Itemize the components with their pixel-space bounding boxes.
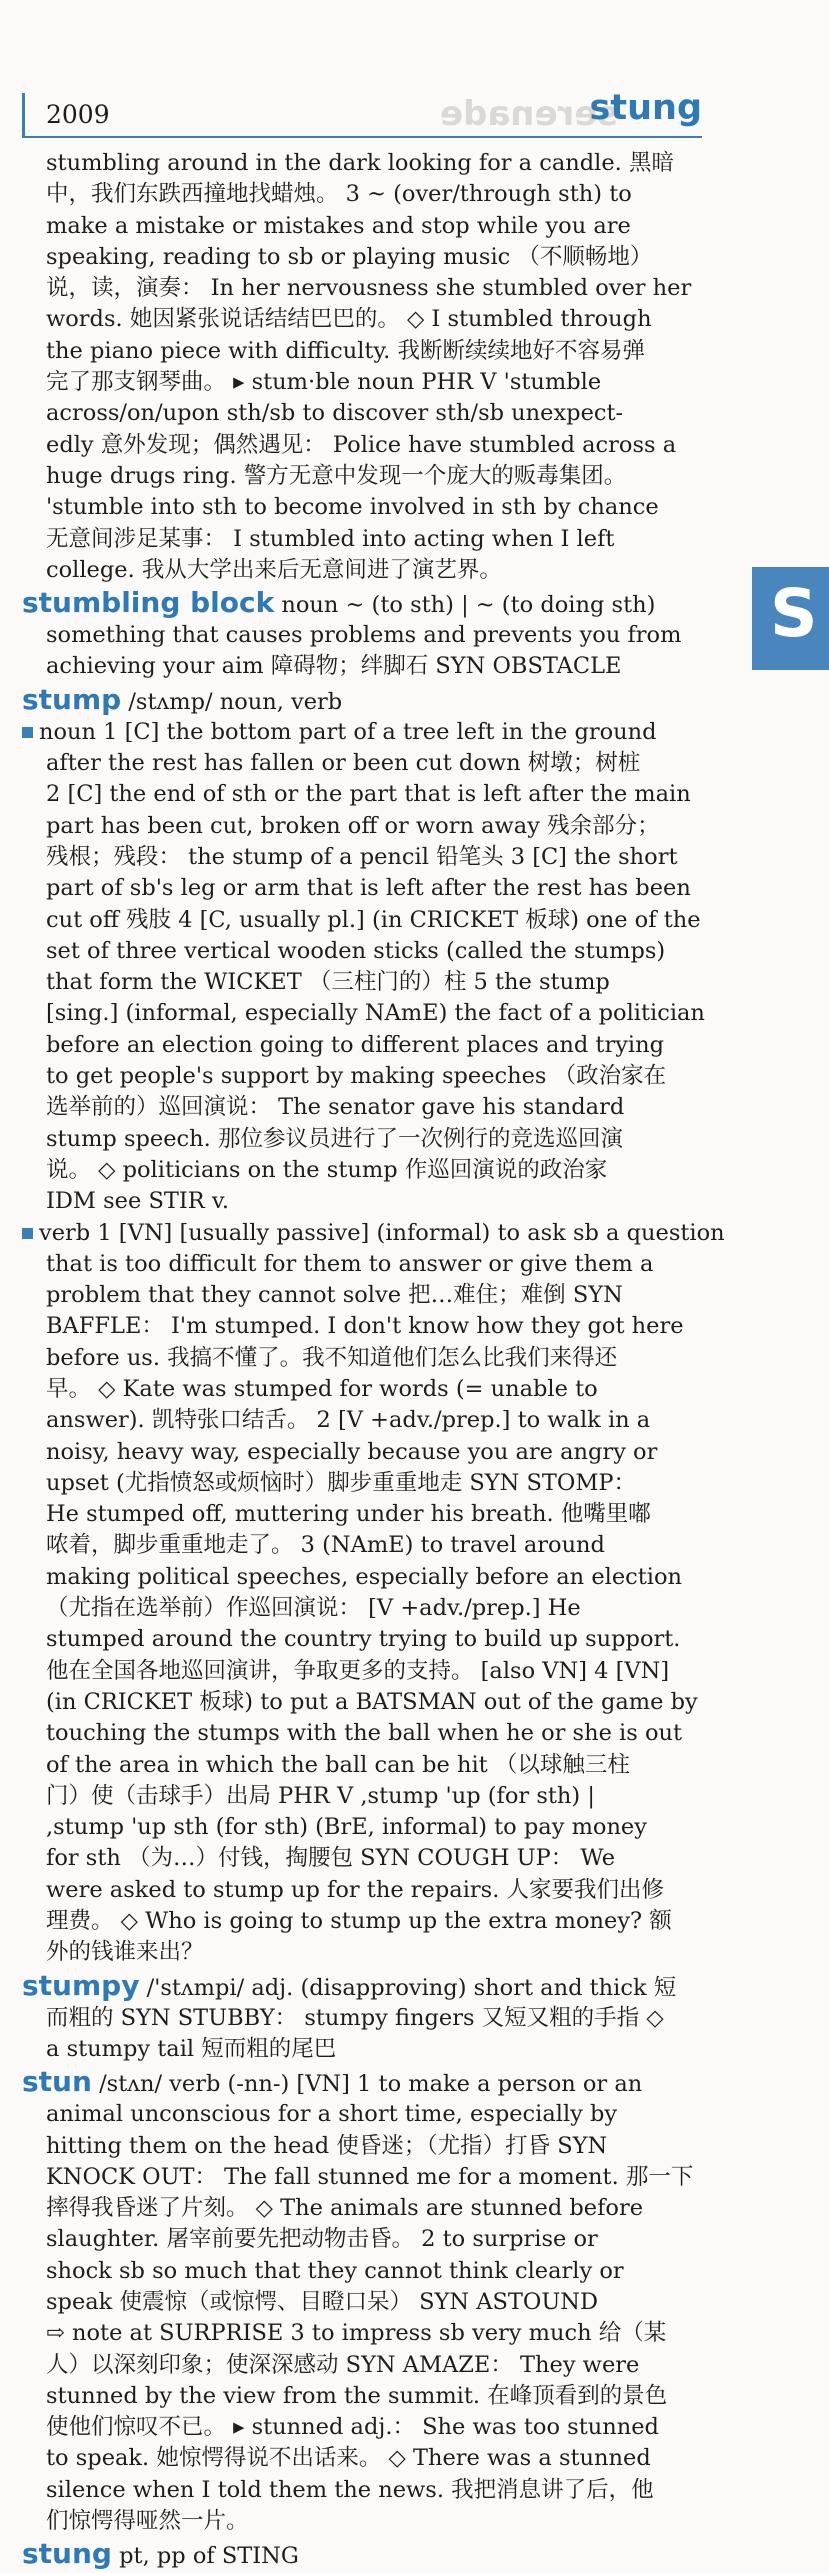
- text-line: edly 意外发现；偶然遇见： Police have stumbled across a: [46, 431, 677, 458]
- headword-text: stumpy: [22, 1968, 140, 2002]
- header-rule: [22, 136, 702, 138]
- text-line: 说，读，演奏： In her nervousness she stumbled over her: [46, 275, 692, 302]
- text-line: the piano piece with difficulty. 我断断续续地好不容易弹: [46, 337, 645, 364]
- text-line: 早。 ◇ Kate was stumped for words (= unable to: [46, 1375, 598, 1402]
- text-line: 'stumble into sth to become involved in sth by chance: [46, 494, 659, 521]
- text-line: shock sb so much that they cannot think clearly or: [46, 2257, 624, 2284]
- text-line: problem that they cannot solve 把…难住；难倒 SYN: [46, 1282, 623, 1309]
- text-line: touching the stumps with the ball when he or she is out: [46, 1720, 683, 1747]
- text-line: a stumpy tail 短而粗的尾巴: [46, 2035, 337, 2062]
- text-line: 而粗的 SYN STUBBY： stumpy fingers 又短又粗的手指 ◇: [46, 2004, 664, 2031]
- text-line: achieving your aim 障碍物；绊脚石 SYN OBSTACLE: [46, 653, 622, 680]
- text-line: BAFFLE： I'm stumped. I don't know how they got here: [46, 1313, 684, 1340]
- text-line: 说。 ◇ politicians on the stump 作巡回演说的政治家: [46, 1156, 608, 1183]
- bleed-through-running-head: serenade: [440, 94, 618, 134]
- sense-bullet-icon: [22, 1228, 33, 1239]
- text-line: ⇨ note at SURPRISE 3 to impress sb very much 给（某: [46, 2320, 667, 2347]
- text-line: that is too difficult for them to answer or give them a: [46, 1250, 654, 1277]
- text-line: verb 1 [VN] [usually passive] (informal) to ask sb a question: [22, 1218, 702, 1249]
- headword-stung: stung pt, pp of STING: [22, 2537, 299, 2571]
- text-line: 无意间涉足某事： I stumbled into acting when I left: [46, 525, 615, 552]
- text-line: stunned by the view from the summit. 在峰顶看到的景色: [46, 2382, 668, 2409]
- text-line: ,stump 'up sth (for sth) (BrE, informal) to pay money: [46, 1814, 647, 1841]
- text-line: 完了那支钢琴曲。 ▸ stum·ble noun PHR V 'stumble: [46, 369, 602, 396]
- text-line: huge drugs ring. 警方无意中发现一个庞大的贩毒集团。: [46, 462, 627, 489]
- text-line: 理费。 ◇ Who is going to stump up the extra money? 额: [46, 1908, 672, 1935]
- text-line: that form the WICKET （三柱门的）柱 5 the stump: [46, 969, 610, 996]
- text-line: 摔得我昏迷了片刻。 ◇ The animals are stunned before: [46, 2195, 644, 2222]
- headword-stumbling-block: stumbling block noun ~ (to sth) | ~ (to doing sth): [22, 586, 656, 620]
- text-line: noisy, heavy way, especially because you are angry or: [46, 1438, 658, 1465]
- text-line: part has been cut, broken off or worn away 残余部分；: [46, 812, 660, 839]
- text-line: slaughter. 屠宰前要先把动物击昏。 2 to surprise or: [46, 2226, 598, 2253]
- text-line: （尤指在选举前）作巡回演说： [V +adv./prep.] He: [46, 1595, 581, 1622]
- thumb-tab[interactable]: [752, 567, 829, 670]
- text-line: to speak. 她惊愕得说不出话来。 ◇ There was a stunned: [46, 2445, 651, 2472]
- text-line: KNOCK OUT： The fall stunned me for a moment. 那一下: [46, 2163, 694, 2190]
- text-line: before us. 我搞不懂了。我不知道他们怎么比我们来得还: [46, 1344, 618, 1371]
- text-line: something that causes problems and prevents you from: [46, 622, 682, 649]
- text-line: silence when I told them the news. 我把消息讲了后，他: [46, 2476, 654, 2503]
- text-line: hitting them on the head 使昏迷；（尤指）打昏 SYN: [46, 2132, 608, 2159]
- text-line: answer). 凯特张口结舌。 2 [V +adv./prep.] to walk in a: [46, 1407, 651, 1434]
- text-line: after the rest has fallen or been cut down 树墩；树桩: [46, 750, 641, 777]
- text-line: animal unconscious for a short time, especially by: [46, 2101, 618, 2128]
- page-number: 2009: [46, 100, 110, 129]
- text-line: (in CRICKET 板球) to put a BATSMAN out of the game by: [46, 1688, 698, 1715]
- text-line: [sing.] (informal, especially NAmE) the fact of a politician: [46, 1000, 705, 1027]
- text-line: were asked to stump up for the repairs. 人家要我们出修: [46, 1876, 664, 1903]
- text-line: college. 我从大学出来后无意间进了演艺界。: [46, 556, 502, 583]
- text-line: IDM see STIR v.: [46, 1188, 230, 1215]
- headword-text: stun: [22, 2065, 92, 2099]
- text-line: stumped around the country trying to build up support.: [46, 1626, 681, 1653]
- text-line: 使他们惊叹不已。 ▸ stunned adj.： She was too stunned: [46, 2414, 659, 2441]
- text-line: 哝着，脚步重重地走了。 3 (NAmE) to travel around: [46, 1532, 605, 1559]
- text-line: upset (尤指愤怒或烦恼时）脚步重重地走 SYN STOMP：: [46, 1469, 637, 1496]
- running-head: stung: [589, 88, 702, 128]
- headword-text: stump: [22, 682, 122, 716]
- text-line: 选举前的）巡回演说： The senator gave his standard: [46, 1094, 625, 1121]
- text-line: stumbling around in the dark looking for a candle. 黑暗: [46, 150, 674, 176]
- text-line: speaking, reading to sb or playing music （不顺畅地）: [46, 243, 653, 270]
- text-line: 他在全国各地巡回演讲，争取更多的支持。 [also VN] 4 [VN]: [46, 1657, 670, 1684]
- text-line: stump speech. 那位参议员进行了一次例行的竞选巡回演: [46, 1125, 623, 1152]
- headword-text: stumbling block: [22, 586, 275, 620]
- text-line: part of sb's leg or arm that is left after the rest has been: [46, 875, 691, 902]
- thumb-tab-letter: S: [770, 575, 818, 652]
- sense-bullet-icon: [22, 727, 33, 738]
- text-line: cut off 残肢 4 [C, usually pl.] (in CRICKET 板球) one of the: [46, 906, 701, 933]
- text-line: making political speeches, especially before an election: [46, 1563, 683, 1590]
- text-line: of the area in which the ball can be hit （以球触三柱: [46, 1751, 630, 1778]
- text-line: before an election going to different places and trying: [46, 1031, 665, 1058]
- text-line: 人）以深刻印象；使深深感动 SYN AMAZE： They were: [46, 2351, 640, 2378]
- text-line: make a mistake or mistakes and stop while you are: [46, 212, 631, 239]
- headword-text: stung: [22, 2537, 112, 2571]
- text-line: noun 1 [C] the bottom part of a tree left in the ground: [22, 717, 702, 748]
- text-line: set of three vertical wooden sticks (called the stumps): [46, 937, 666, 964]
- text-line: 外的钱谁来出？: [46, 1939, 204, 1966]
- text-line: speak 使震惊（或惊愕、目瞪口呆） SYN ASTOUND: [46, 2289, 599, 2315]
- text-line: for sth （为…）付钱，掏腰包 SYN COUGH UP： We: [46, 1845, 616, 1872]
- text-line: He stumped off, muttering under his breath. 他嘴里嘟: [46, 1501, 651, 1528]
- text-line: 们惊愕得哑然一片。: [46, 2508, 249, 2535]
- text-line: words. 她因紧张说话结结巴巴的。 ◇ I stumbled through: [46, 306, 652, 333]
- text-line: to get people's support by making speeches （政治家在: [46, 1063, 667, 1090]
- text-line: 门）使（击球手）出局 PHR V ,stump 'up (for sth) |: [46, 1782, 595, 1809]
- headword-stumpy: stumpy /'stʌmpi/ adj. (disapproving) short and thick 短: [22, 1968, 677, 2002]
- text-line: across/on/upon sth/sb to discover sth/sb unexpect-: [46, 400, 624, 427]
- headword-stun: stun /stʌn/ verb (-nn-) [VN] 1 to make a person or an: [22, 2065, 643, 2099]
- headword-stump: stump /stʌmp/ noun, verb: [22, 682, 343, 716]
- entry-column: [22, 148, 725, 2571]
- header-rule-vertical: [22, 93, 25, 137]
- text-line: 2 [C] the end of sth or the part that is left after the main: [46, 781, 691, 808]
- text-line: 残根；残段： the stump of a pencil 铅笔头 3 [C] the short: [46, 843, 678, 870]
- text-line: 中，我们东跌西撞地找蜡烛。 3 ~ (over/through sth) to: [46, 181, 632, 208]
